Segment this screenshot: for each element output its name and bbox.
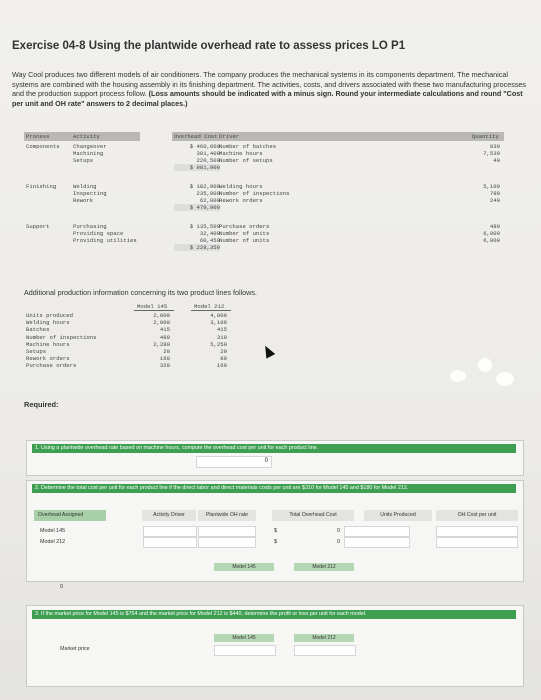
table-cell-activity: Welding: [73, 183, 97, 190]
table-cell-m145: 2,280: [153, 340, 170, 348]
table-cell-m212: 4,000: [210, 312, 227, 319]
divider: [191, 310, 231, 311]
col-header: Activity: [73, 133, 100, 140]
table-cell-m145: 480: [159, 333, 170, 341]
table-cell-m145: 160: [159, 355, 170, 363]
table-cell-cost: 220,500: [174, 157, 220, 165]
zero-value: 0: [60, 584, 63, 590]
table-cell-qty: 240: [489, 197, 500, 204]
table-cell-qty: 40: [493, 157, 500, 164]
question-1-text: 1. Using a plantwide overhead rate based on machine hours, compute the overhead cost per unit for each product line.: [32, 444, 516, 453]
table-cell-m145: 2,000: [153, 312, 170, 319]
table-cell-label: Units produced: [26, 312, 73, 319]
table-cell-m212: 3,100: [210, 319, 227, 327]
grid-row-label: Model 145: [40, 528, 66, 534]
col-header: Quantity: [472, 133, 499, 140]
table-cell-activity: Purchasing: [73, 223, 107, 230]
table-cell-driver: Number of setups: [219, 157, 273, 164]
col-header: Process: [26, 133, 50, 140]
col-header: Driver: [219, 133, 240, 140]
grid-header-row: [34, 510, 518, 521]
table-cell-m212: 415: [216, 326, 227, 334]
activity-driver-input[interactable]: [143, 537, 197, 548]
table-cell-process: Support: [26, 223, 50, 230]
table-cell-label: Batches: [26, 326, 50, 334]
table-cell-m145: 320: [159, 362, 170, 370]
table-cell-driver: Purchase orders: [219, 223, 270, 230]
divider: [134, 310, 174, 311]
q3-header: Model 145: [214, 634, 274, 642]
table-cell-driver: Machine hours: [219, 150, 263, 157]
table-cell-qty: 7,530: [483, 150, 500, 157]
question-2-text: 2. Determine the total cost per unit for each product line if the direct labor and direct materials costs per unit are $310 for Model 145 and $180 for Model 212.: [32, 484, 516, 493]
table-cell-driver: Number of units: [219, 230, 270, 237]
market-price-145-input[interactable]: [214, 645, 276, 656]
dollar-sign: $: [274, 528, 277, 534]
mouse-cursor-icon: [261, 343, 275, 358]
intro-instructions: (Loss amounts should be indicated with a minus sign. Round your intermediate calculations and round "Cost per unit and OH rate" answers to 2 decimal places.): [12, 89, 523, 108]
table-cell-qty: 480: [489, 223, 500, 230]
table-cell-qty: 790: [489, 190, 500, 197]
table-cell-label: Welding hours: [26, 319, 70, 327]
table-cell-qty: 6,000: [483, 230, 500, 237]
q1-answer-value: 0: [264, 458, 268, 464]
grid-header: Overhead Assigned: [34, 510, 106, 521]
table-cell-activity: Inspecting: [73, 190, 107, 197]
table-cell-label: Purchase orders: [26, 362, 77, 370]
table-cell-cost: 62,000: [174, 197, 220, 205]
q3-header: Model 212: [294, 634, 354, 642]
plantwide-oh-rate-input[interactable]: [198, 526, 256, 537]
table-cell-cost: $ 479,900: [174, 204, 220, 211]
col-header: Model 212: [194, 303, 225, 310]
table-cell-cost: 60,450: [174, 237, 220, 245]
table-cell-driver: Number of batches: [219, 143, 277, 150]
additional-info-text: Additional production information concerning its two product lines follows.: [24, 288, 257, 297]
table-cell-process: Finishing: [26, 183, 57, 190]
table-cell-activity: Providing utilities: [73, 237, 137, 244]
q1-answer-input[interactable]: [196, 456, 272, 468]
subgrid-header: Model 212: [294, 563, 354, 571]
grid-row-label: Model 212: [40, 539, 66, 545]
table-cell-cost: $ 460,000: [189, 143, 220, 150]
grid-header: OH Cost per unit: [436, 510, 518, 521]
total-oh-value: 0: [337, 528, 340, 534]
dollar-sign: $: [274, 539, 277, 545]
table-cell-label: Machine hours: [26, 340, 70, 348]
oh-cost-per-unit-input[interactable]: [436, 537, 518, 548]
table-cell-m212: 160: [216, 362, 227, 370]
table-cell-cost: $ 981,900: [174, 164, 220, 171]
total-oh-value: 0: [337, 539, 340, 545]
table-cell-m145: 20: [163, 348, 170, 355]
table-cell-activity: Providing space: [73, 230, 124, 237]
light-glare: [450, 370, 466, 382]
units-produced-input[interactable]: [344, 526, 410, 537]
table-cell-qty: 5,100: [483, 183, 500, 190]
table-cell-qty: 830: [489, 143, 500, 150]
table-cell-label: Rework orders: [26, 355, 70, 363]
table-cell-activity: Rework: [73, 197, 94, 204]
table-cell-driver: Welding hours: [219, 183, 263, 190]
table-cell-m212: 80: [220, 355, 227, 363]
table-cell-process: Components: [26, 143, 60, 150]
plantwide-oh-rate-input[interactable]: [198, 537, 256, 548]
subgrid-header: Model 145: [214, 563, 274, 571]
market-price-212-input[interactable]: [294, 645, 356, 656]
table-cell-cost: $ 182,900: [189, 183, 220, 190]
activity-driver-input[interactable]: [143, 526, 197, 537]
grid-header: Plantwide OH rate: [198, 510, 256, 521]
grid-header: Total Overhead Cost: [272, 510, 354, 521]
page-title: Exercise 04-8 Using the plantwide overhead rate to assess prices LO P1: [12, 40, 406, 52]
table-cell-qty: 6,000: [483, 237, 500, 244]
units-produced-input[interactable]: [344, 537, 410, 548]
light-glare: [496, 372, 514, 386]
table-cell-driver: Number of inspections: [219, 190, 290, 197]
table-cell-m212: 20: [220, 348, 227, 355]
table-cell-cost: 32,400: [199, 230, 220, 237]
oh-cost-per-unit-input[interactable]: [436, 526, 518, 537]
table-cell-label: Setups: [26, 348, 47, 355]
table-cell-m212: 5,250: [210, 340, 227, 348]
table-cell-label: Number of inspections: [26, 333, 97, 341]
table-cell-cost: $ 135,500: [189, 223, 220, 230]
col-header: Overhead Cost: [174, 133, 218, 140]
grid-header: Activity Driver: [142, 510, 196, 521]
table-cell-cost: 301,400: [196, 150, 220, 157]
table-cell-m145: 415: [159, 326, 170, 334]
col-header: Model 145: [137, 303, 168, 310]
grid-header: Units Produced: [364, 510, 432, 521]
table-cell-driver: Number of units: [219, 237, 270, 244]
table-cell-activity: Changeover: [73, 143, 107, 150]
required-heading: Required:: [24, 400, 59, 409]
table-cell-cost: $ 228,350: [174, 244, 220, 251]
question-3-text: 3. If the market price for Model 145 is $754 and the market price for Model 212 is $440, determine the profit or loss per unit for each model.: [32, 610, 516, 619]
table-cell-m145: 2,000: [153, 319, 170, 327]
table-cell-activity: Machining: [73, 150, 104, 157]
table-cell-m212: 310: [216, 333, 227, 341]
table-cell-cost: 235,000: [196, 190, 220, 197]
market-price-label: Market price: [60, 646, 90, 652]
intro-text: [12, 70, 532, 108]
table-cell-activity: Setups: [73, 157, 94, 164]
light-glare: [478, 358, 492, 372]
table-cell-driver: Rework orders: [219, 197, 263, 204]
intro-body: Way Cool produces two different models of air conditioners. The company produces the mechanical systems in its components department. The mechanical systems are combined with the housing assembly in its finishing department. The activities, costs, and drivers associated with these two manufacturing processes and the production support process follow.: [12, 70, 527, 99]
